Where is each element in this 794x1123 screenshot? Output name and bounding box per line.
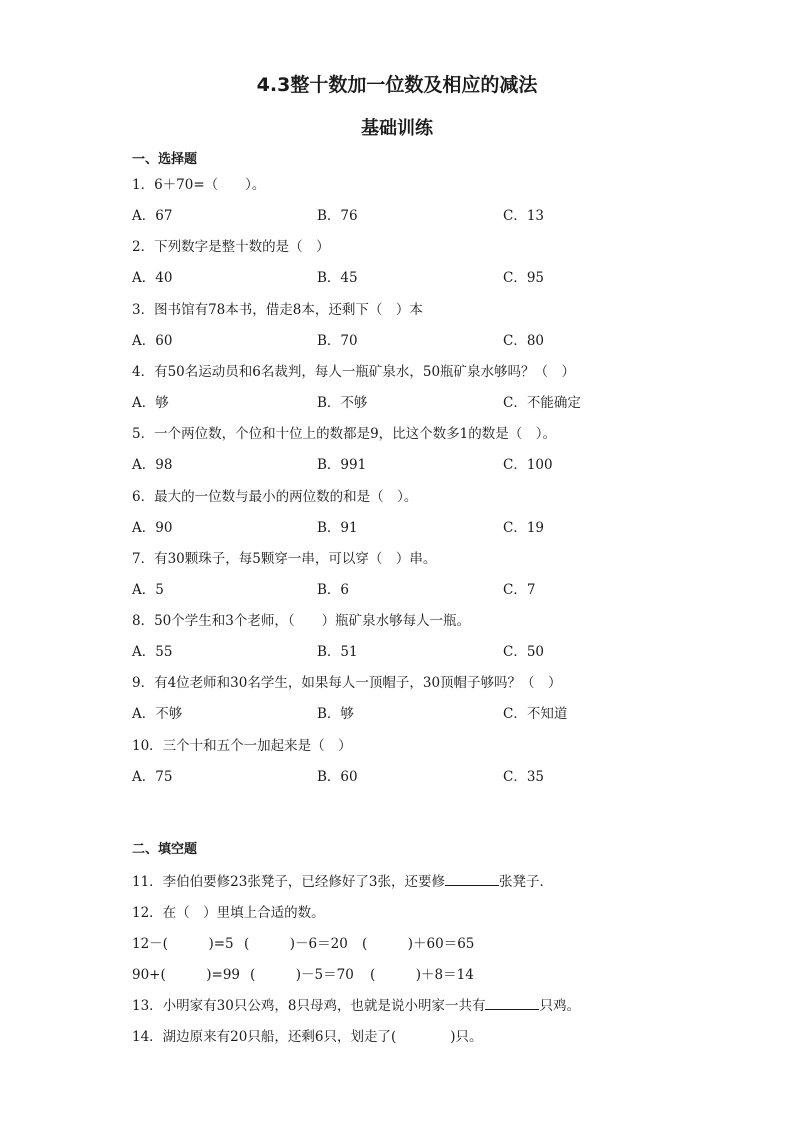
answer-blank[interactable]	[485, 997, 539, 1010]
page-subtitle: 基础训练	[361, 118, 433, 139]
question-text: 9．有4位老师和30名学生，如果每人一顶帽子，30顶帽子够吗？（ ）	[132, 675, 562, 692]
answer-option[interactable]: C．95	[503, 270, 545, 287]
equation: ( )－5＝70	[250, 967, 354, 983]
answer-option[interactable]: A．5	[132, 581, 164, 598]
answer-option[interactable]: A．98	[132, 457, 173, 474]
answer-option[interactable]: C．50	[503, 644, 545, 661]
answer-option[interactable]: A．90	[132, 519, 173, 536]
answer-option[interactable]: C．19	[503, 519, 545, 536]
answer-option[interactable]: C．不知道	[503, 706, 568, 723]
answer-option[interactable]: A．60	[132, 332, 173, 349]
question-text: 4．有50名运动员和6名裁判，每人一瓶矿泉水，50瓶矿泉水够吗？（ ）	[132, 363, 576, 380]
page-title: 4.3整十数加一位数及相应的减法	[256, 74, 538, 96]
answer-option[interactable]: B．91	[317, 519, 358, 536]
question-text: 5．一个两位数，个位和十位上的数都是9，比这个数多1的数是（ ）。	[132, 426, 557, 443]
answer-option[interactable]: C．80	[503, 332, 545, 349]
answer-option[interactable]: B．991	[317, 457, 367, 474]
question-11	[132, 870, 553, 890]
question-text: 1．6＋70=（ ）。	[132, 177, 266, 193]
answer-option[interactable]: A．40	[132, 270, 173, 287]
question-12: 12．在（ ）里填上合适的数。	[132, 905, 325, 921]
answer-option[interactable]: B．60	[317, 768, 358, 785]
equation: ( )＋60＝65	[362, 936, 475, 952]
answer-option[interactable]: C．7	[503, 581, 536, 598]
question-text: 6．最大的一位数与最小的两位数的和是（ ）。	[132, 488, 418, 505]
answer-option[interactable]: A．67	[132, 208, 173, 224]
section-heading-fill: 二、填空题	[132, 842, 198, 857]
answer-blank[interactable]	[445, 873, 499, 886]
answer-option[interactable]: C．100	[503, 457, 553, 474]
answer-option[interactable]: A．55	[132, 644, 173, 661]
question-text: 3．图书馆有78本书，借走8本，还剩下（ ）本	[132, 301, 423, 318]
question-11-text-b: 张凳子．	[498, 874, 553, 890]
equation-row-2	[132, 963, 474, 983]
equation: ( )－6＝20	[244, 936, 348, 952]
answer-option[interactable]: C．不能确定	[503, 394, 581, 411]
answer-option[interactable]: C．35	[503, 768, 545, 785]
question-14: 14．湖边原来有20只船，还剩6只，划走了( )只。	[132, 1029, 483, 1045]
answer-option[interactable]: A．75	[132, 768, 173, 785]
equation-row-1	[132, 932, 474, 952]
question-text: 8．50个学生和3个老师，（ ）瓶矿泉水够每人一瓶。	[132, 613, 471, 630]
section-heading-choice: 一、选择题	[132, 152, 198, 167]
answer-option[interactable]: C．13	[503, 208, 545, 224]
question-13-text-b: 只鸡。	[539, 998, 580, 1014]
equation: 12－( )=5	[132, 936, 234, 952]
question-text: 2．下列数字是整十数的是（ ）	[132, 239, 330, 256]
answer-option[interactable]: B．45	[317, 270, 358, 287]
answer-option[interactable]: A．不够	[132, 706, 183, 723]
answer-option[interactable]: B．不够	[317, 394, 368, 411]
answer-option[interactable]: B．70	[317, 332, 358, 349]
question-11-text-a: 11．李伯伯要修23张凳子，已经修好了3张，还要修	[132, 874, 445, 890]
question-13-text-a: 13．小明家有30只公鸡，8只母鸡，也就是说小明家一共有	[132, 998, 486, 1014]
answer-option[interactable]: B．51	[317, 644, 358, 661]
answer-option[interactable]: A．够	[132, 394, 169, 411]
question-13	[132, 994, 580, 1014]
answer-option[interactable]: B．6	[317, 581, 350, 598]
answer-option[interactable]: B．够	[317, 706, 354, 723]
equation: ( )＋8＝14	[370, 967, 474, 983]
answer-option[interactable]: B．76	[317, 208, 358, 224]
question-text: 7．有30颗珠子，每5颗穿一串，可以穿（ ）串。	[132, 550, 437, 567]
equation: 90+( )=99	[132, 967, 241, 983]
question-text: 10．三个十和五个一加起来是（ ）	[132, 737, 352, 754]
